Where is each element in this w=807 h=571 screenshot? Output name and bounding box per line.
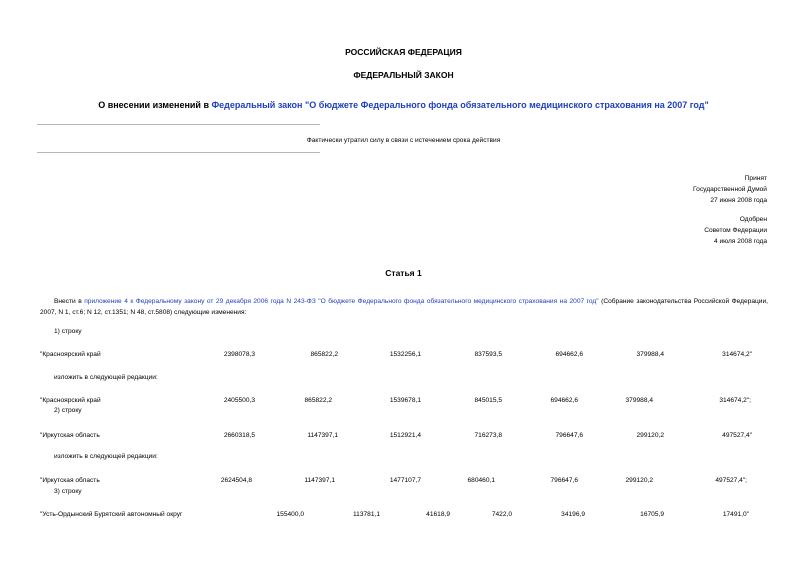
row-value: 497527,4"; [715,477,747,484]
row-value: 299120,2 [636,432,664,439]
country-heading: РОССИЙСКАЯ ФЕДЕРАЦИЯ [345,47,462,57]
row-value: 497527,4" [722,432,752,439]
replace-instruction-2: изложить в следующей редакции: [54,453,158,460]
row-value: 2624504,8 [220,477,252,484]
row-value: 865822,2 [310,351,338,358]
row-value: 41618,9 [426,511,450,518]
item-3: 3) строку [54,488,82,495]
replace-instruction-1: изложить в следующей редакции: [54,374,158,381]
accepted-line-2: Государственной Думой [693,186,767,193]
law-title-link[interactable]: Федеральный закон "О бюджете Федерального фонда обязательного медицинского страхования на 2007 год" [211,100,709,110]
row-value: 17491,0" [722,511,749,518]
approved-line-2: Советом Федерации [704,227,767,234]
item-2: 2) строку [54,407,82,414]
row-value: 314674,2"; [719,397,751,404]
row-value: 796647,6 [550,477,578,484]
intro-prefix: Внести в [54,298,85,305]
row-value: 113781,1 [352,511,380,518]
intro-link[interactable]: приложение 4 к Федеральному закону от 29 декабря 2006 года N 243-ФЗ "О бюджете Федерального фонда обязательного медицинского страхования на 2007 год" [84,298,599,305]
row-value: 716273,8 [474,432,502,439]
row-name: "Усть-Ордынский Бурятский автономный округ [40,511,183,518]
approved-line-1: Одобрен [739,216,767,223]
article-heading: Статья 1 [385,268,422,278]
row-name: "Иркутская область [40,432,100,439]
row-value: 837593,5 [474,351,502,358]
row-value: 1147397,1 [304,477,335,484]
row-name: "Иркутская область [40,477,100,484]
row-value: 2398078,3 [223,351,255,358]
item-1: 1) строку [54,328,82,335]
row-value: 845015,5 [474,397,502,404]
row-value: 694662,6 [555,351,583,358]
row-value: 1147397,1 [307,432,338,439]
row-value: 34196,9 [561,511,585,518]
divider-top [37,124,320,125]
row-value: 1539678,1 [389,397,421,404]
row-value: 865822,2 [304,397,332,404]
row-value: 2405500,3 [223,397,255,404]
row-value: 379988,4 [625,397,653,404]
accepted-line-1: Принят [744,175,767,182]
status-note: Фактически утратил силу в связи с истечением срока действия [306,137,501,144]
row-value: 694662,6 [550,397,578,404]
row-name: "Красноярский край [40,351,101,358]
row-value: 155400,0 [276,511,304,518]
row-value: 2660318,5 [223,432,255,439]
row-value: 379988,4 [636,351,664,358]
row-value: 314674,2" [722,351,752,358]
row-name: "Красноярский край [40,397,101,404]
row-value: 1512921,4 [389,432,421,439]
law-title [0,100,807,110]
intro-suffix: (Собрание законодательства Российской Федерации, 2007, N 1, ст.6; N 12, ст.1351; N 48, ст.5808) следующие изменения: [40,298,768,316]
row-value: 1477107,7 [389,477,421,484]
divider-bottom [37,152,320,153]
document-type-heading: ФЕДЕРАЛЬНЫЙ ЗАКОН [353,70,454,80]
row-value: 16705,9 [640,511,664,518]
row-value: 7422,0 [491,511,512,518]
article-intro [40,296,768,318]
accepted-date: 27 июня 2008 года [710,197,767,204]
row-value: 680460,1 [467,477,495,484]
approved-date: 4 июля 2008 года [713,238,767,245]
row-value: 796647,6 [555,432,583,439]
row-value: 299120,2 [625,477,653,484]
law-title-prefix: О внесении изменений в [98,100,212,110]
row-value: 1532256,1 [389,351,421,358]
